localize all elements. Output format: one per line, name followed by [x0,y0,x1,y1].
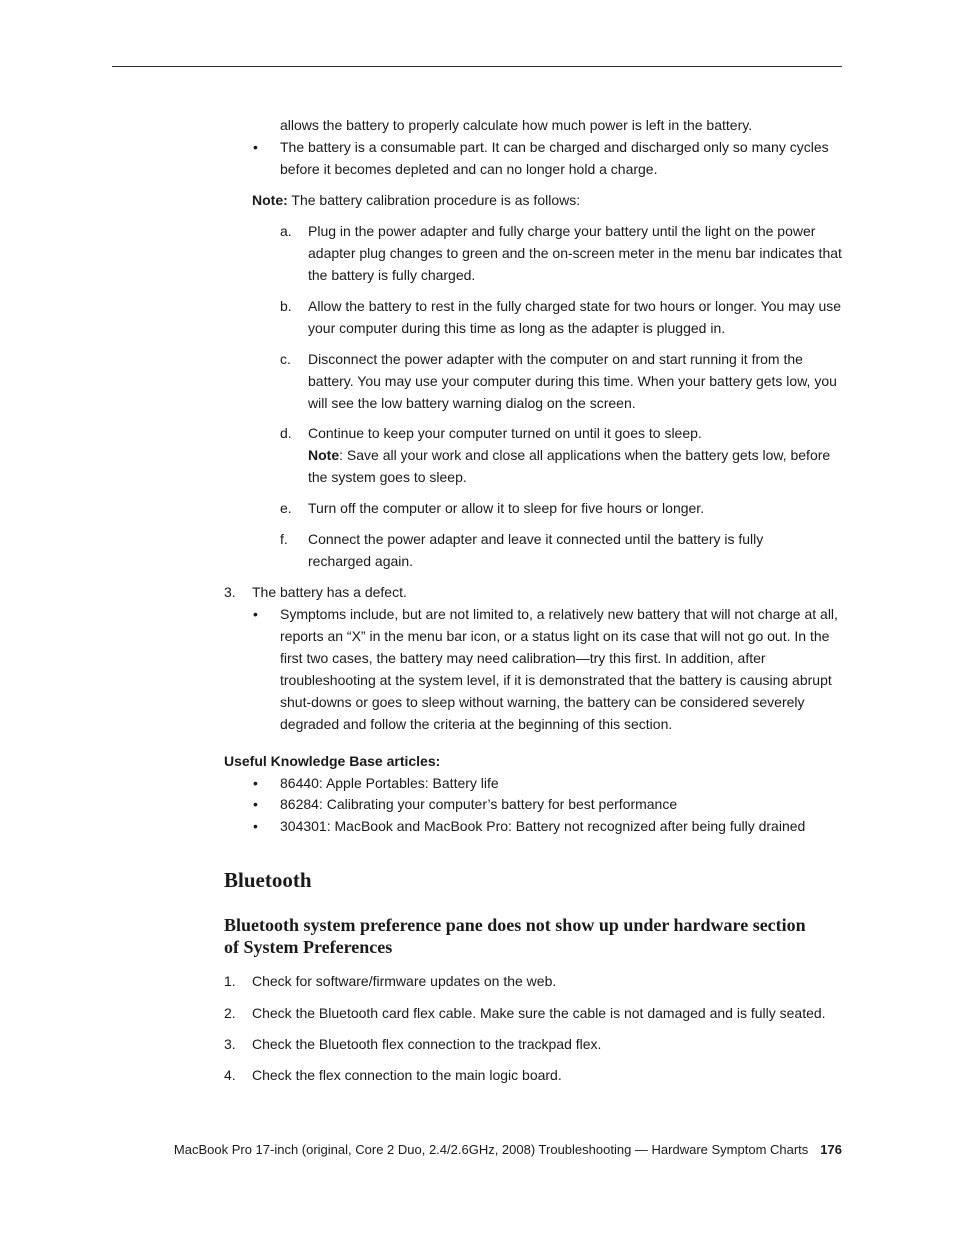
page-number: 176 [820,1142,842,1157]
defect-item: The battery has a defect. [252,584,407,600]
step-marker: c. [280,351,291,367]
header-rule [112,66,842,67]
bullet-marker: • [253,818,258,834]
section-title: Bluetooth [224,868,312,892]
note-text: The battery calibration procedure is as follows: [287,192,581,208]
step-f-text: Connect the power adapter and leave it connected until the battery is fully recharged again. [308,531,764,569]
bullet-marker: • [253,796,258,812]
symptoms-bullet: Symptoms include, but are not limited to, a relatively new battery that will not charge at all, reports an “X” in the menu bar icon, or a status light on its case that will not go out. In the first two cases, the battery may need calibration—try this first. In addition, after troubleshooting at the system level, if it is demonstrated that the battery is causing abrupt shut-downs or goes to sleep without warning, the battery can be considered severely degraded and follow the criteria at the beginning of this section. [280,606,838,732]
consumable-bullet: The battery is a consumable part. It can be charged and discharged only so many cycles before it becomes depleted and can no longer hold a charge. [280,139,829,177]
step-marker: b. [280,298,292,314]
kb-article: 86284: Calibrating your computer’s battery for best performance [280,796,678,812]
bluetooth-step: Check the Bluetooth card flex cable. Make sure the cable is not damaged and is fully seated. [252,1005,826,1021]
kb-article: 86440: Apple Portables: Battery life [280,775,499,791]
bullet-marker: • [253,139,258,155]
note-label: Note: [252,192,288,208]
list-number: 3. [224,584,236,600]
list-number: 4. [224,1067,236,1083]
bluetooth-step: Check the flex connection to the main logic board. [252,1067,562,1083]
step-marker: a. [280,223,292,239]
note-label: Note [308,447,340,463]
kb-heading: Useful Knowledge Base articles: [224,753,441,769]
step-d-text: Continue to keep your computer turned on until it goes to sleep. [308,425,702,441]
list-number: 2. [224,1005,236,1021]
bullet-marker: • [253,606,258,622]
kb-article: 304301: MacBook and MacBook Pro: Battery not recognized after being fully drained [280,818,806,834]
section-subtitle: Bluetooth system preference pane does not show up under hardware section of System Preferences [224,915,806,957]
footer-title: MacBook Pro 17-inch (original, Core 2 Duo, 2.4/2.6GHz, 2008) Troubleshooting — Hardware Symptom Charts [173,1142,809,1157]
bluetooth-step: Check the Bluetooth flex connection to the trackpad flex. [252,1036,602,1052]
bullet-marker: • [253,775,258,791]
step-e-text: Turn off the computer or allow it to sleep for five hours or longer. [308,500,705,516]
list-number: 3. [224,1036,236,1052]
calibration-note [252,189,842,211]
bluetooth-step: Check for software/firmware updates on the web. [252,973,557,989]
step-b-text: Allow the battery to rest in the fully charged state for two hours or longer. You may use your computer during this time as long as the adapter is plugged in. [308,298,842,336]
step-a-text: Plug in the power adapter and fully charge your battery until the light on the power adapter plug changes to green and the on-screen meter in the menu bar indicates that the battery is fully charged. [308,223,842,283]
step-marker: d. [280,425,292,441]
step-d-note [308,444,844,488]
step-c-text: Disconnect the power adapter with the computer on and start running it from the battery. You may use your computer during this time. When your battery gets low, you will see the low battery warning dialog on the screen. [308,351,837,411]
note-text: : Save all your work and close all applications when the battery gets low, before the system goes to sleep. [308,447,831,485]
step-marker: f. [280,531,288,547]
page-footer [174,1141,842,1159]
list-number: 1. [224,973,236,989]
continued-bullet-text: allows the battery to properly calculate how much power is left in the battery. [280,117,753,133]
step-marker: e. [280,500,292,516]
